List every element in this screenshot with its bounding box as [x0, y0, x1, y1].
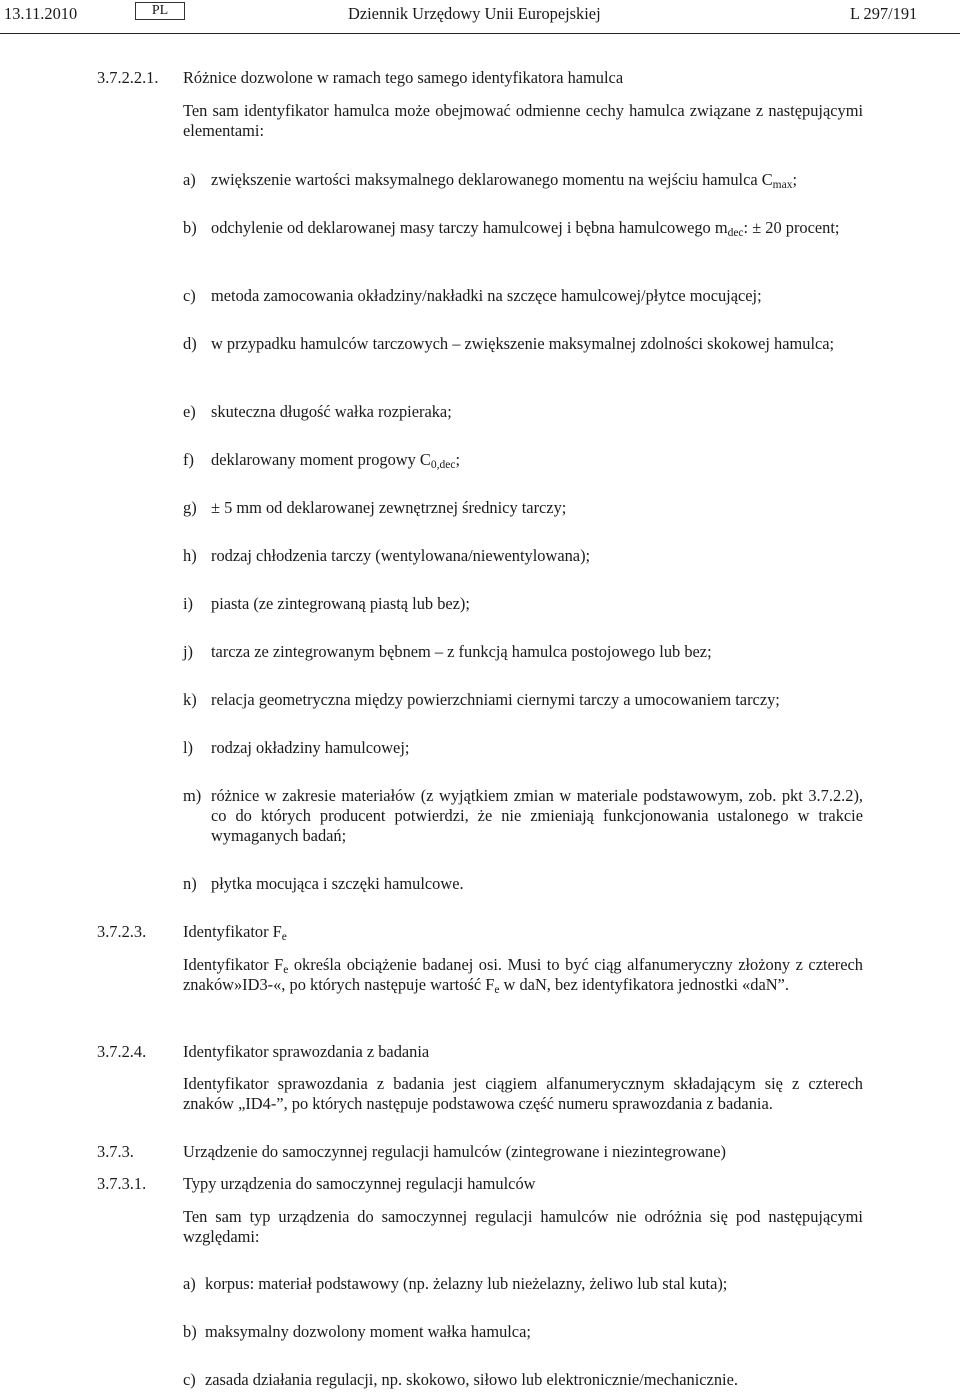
list-item-text: deklarowany moment progowy $C_{0,dec}$;	[211, 450, 461, 471]
list-item-text: korpus: materiał podstawowy (np. żelazny lub nieżelazny, żeliwo lub stal kuta);	[205, 1274, 728, 1293]
list-item-text: odchylenie od deklarowanej masy tarczy hamulcowej i bębna hamulcowego $m_{dec}$: ± 20 procent;	[211, 218, 840, 239]
section-number: 3.7.2.4.	[97, 1042, 147, 1061]
list-item-text: zasada działania regulacji, np. skokowo, siłowo lub elektronicznie/mechanicznie.	[205, 1370, 738, 1389]
list-item-text: w przypadku hamulców tarczowych – zwiększenie maksymalnej zdolności skokowej hamulca;	[211, 334, 835, 353]
list-item-text: płytka mocująca i szczęki hamulcowe.	[211, 874, 464, 893]
section-number: 3.7.2.2.1.	[97, 68, 159, 87]
list-item-label: l)	[183, 738, 194, 757]
section-number: 3.7.3.	[97, 1142, 134, 1161]
page-reference: L 297/191	[850, 4, 918, 23]
list-item-label: n)	[183, 874, 197, 893]
list-item-text: ± 5 mm od deklarowanej zewnętrznej średnicy tarczy;	[211, 498, 567, 517]
section-intro: Ten sam identyfikator hamulca może obejmować odmienne cechy hamulca związane z następującymi elementami:	[183, 101, 863, 140]
section-number: 3.7.3.1.	[97, 1174, 147, 1193]
list-item-label: c)	[183, 1370, 196, 1389]
section-title: Identyfikator $F_e$	[183, 922, 287, 943]
language-badge: PL	[135, 2, 185, 20]
list-item-text: rodzaj okładziny hamulcowej;	[211, 738, 410, 757]
list-item-label: e)	[183, 402, 196, 421]
list-item-label: k)	[183, 690, 197, 709]
section-title: Różnice dozwolone w ramach tego samego identyfikatora hamulca	[183, 68, 624, 87]
section-intro: Ten sam typ urządzenia do samoczynnej regulacji hamulców nie odróżnia się pod następującymi względami:	[183, 1207, 863, 1246]
list-item-label: m)	[183, 786, 202, 805]
list-item-label: g)	[183, 498, 197, 517]
list-item-text: metoda zamocowania okładziny/nakładki na szczęce hamulcowej/płytce mocującej;	[211, 286, 762, 305]
list-item-label: j)	[183, 642, 194, 661]
list-item-text: zwiększenie wartości maksymalnego deklarowanego momentu na wejściu hamulca $C_{max}$;	[211, 170, 798, 191]
list-item-text: relacja geometryczna między powierzchniami ciernymi tarczy a umocowaniem tarczy;	[211, 690, 780, 709]
list-item-text: piasta (ze zintegrowaną piastą lub bez);	[211, 594, 470, 613]
section-title: Urządzenie do samoczynnej regulacji hamulców (zintegrowane i niezintegrowane)	[183, 1142, 726, 1161]
publication-date: 13.11.2010	[4, 4, 78, 23]
list-item-label: i)	[183, 594, 194, 613]
list-item-label: b)	[183, 218, 197, 237]
list-item-label: d)	[183, 334, 197, 353]
list-item-text: tarcza ze zintegrowanym bębnem – z funkcją hamulca postojowego lub bez;	[211, 642, 712, 661]
list-item-label: f)	[183, 450, 194, 469]
section-body: Identyfikator sprawozdania z badania jest ciągiem alfanumerycznym składającym się z czterech znaków „ID4-”, po których następuje podstawowa część numeru sprawozdania z badania.	[183, 1074, 863, 1113]
journal-title: Dziennik Urzędowy Unii Europejskiej	[348, 4, 601, 23]
section-title: Identyfikator sprawozdania z badania	[183, 1042, 430, 1061]
list-item-label: a)	[183, 1274, 196, 1293]
section-body: Identyfikator $F_e$ określa obciążenie badanej osi. Musi to być ciąg alfanumeryczny złożony z czterech znaków»ID3-«, po których następuje wartość $F_e$ w daN, bez identyfikatora jednostki «daN”.	[183, 955, 863, 996]
section-number: 3.7.2.3.	[97, 922, 147, 941]
list-item-label: a)	[183, 170, 196, 189]
list-item-label: h)	[183, 546, 197, 565]
header-rule	[0, 33, 960, 34]
list-item-text: maksymalny dozwolony moment wałka hamulca;	[205, 1322, 531, 1341]
list-item-text: różnice w zakresie materiałów (z wyjątkiem zmian w materiale podstawowym, zob. pkt 3.7.2.2), co do których producent potwierdzi, że nie zmieniają funkcjonowania ustalonego w trakcie wymaganych badań;	[211, 786, 863, 845]
list-item-label: b)	[183, 1322, 197, 1341]
list-item-text: rodzaj chłodzenia tarczy (wentylowana/niewentylowana);	[211, 546, 591, 565]
list-item-text: skuteczna długość wałka rozpieraka;	[211, 402, 452, 421]
section-title: Typy urządzenia do samoczynnej regulacji hamulców	[183, 1174, 536, 1193]
list-item-label: c)	[183, 286, 196, 305]
